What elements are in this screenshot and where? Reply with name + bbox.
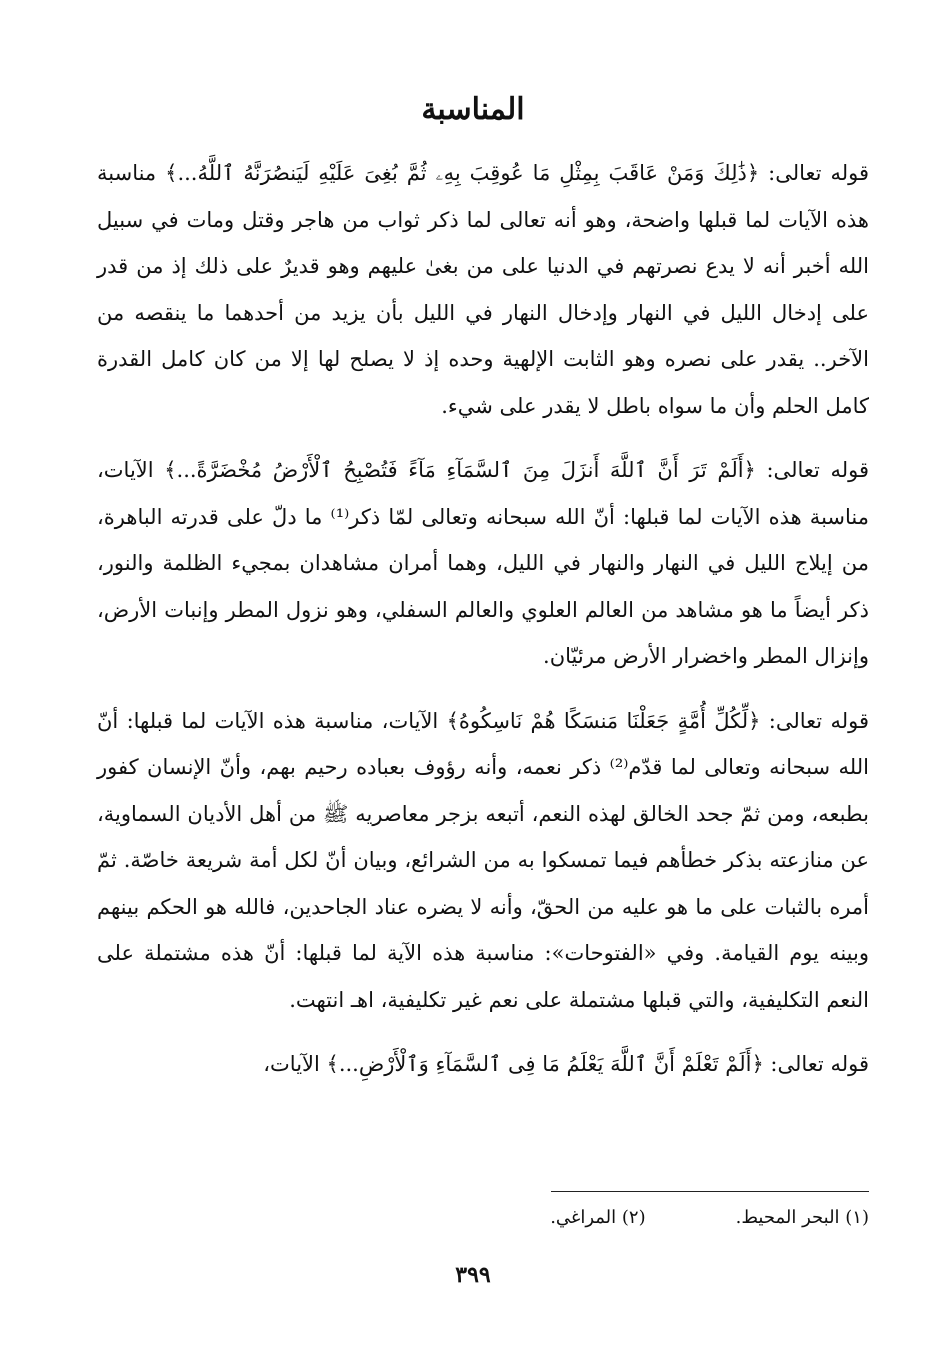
body-text: [97, 150, 869, 1106]
footnote-2: (٢) المراغي.: [550, 1207, 646, 1228]
paragraph-3: قوله تعالى: ﴿لِّكُلِّ أُمَّةٍ جَعَلْنَا مَنسَكًا هُمْ نَاسِكُوهُ﴾ الآيات، مناسبة هذه الآيات لما قبلها: أنّ الله سبحانه وتعالى لما قدّم⁽²⁾ ذكر نعمه، وأنه رؤوف بعباده رحيم بهم، وأنّ الإنسان كفور بطبعه، ومن ثمّ جحد الخالق لهذه النعم، أتبعه بزجر معاصريه ﷺ من أهل الأديان السماوية، عن منازعته بذكر خطأهم فيما تمسكوا به من الشرائع، وبيان أنّ لكل أمة شريعة خاصّة. ثمّ أمره بالثبات على ما هو عليه من الحقّ، وأنه لا يضره عناد الجاحدين، فالله هو الحكم بينهم وبينه يوم القيامة. وفي «الفتوحات»: مناسبة هذه الآية لما قبلها: أنّ هذه مشتملة على النعم التكليفية، والتي قبلها مشتملة على نعم غير تكليفية، اهـ انتهت.: [97, 708, 869, 1012]
footnote-1: (١) البحر المحيط.: [735, 1207, 869, 1228]
paragraph-2: قوله تعالى: ﴿أَلَمْ تَرَ أَنَّ ٱللَّهَ أَنزَلَ مِنَ ٱلسَّمَآءِ مَآءً فَتُصْبِحُ ٱلْأَرْضُ مُخْضَرَّةً...﴾ الآيات، مناسبة هذه الآيات لما قبلها: أنّ الله سبحانه وتعالى لمّا ذكر⁽¹⁾ ما دلّ على قدرته الباهرة، من إيلاج الليل في النهار والنهار في الليل، وهما أمران مشاهدان بمجيء الظلمة والنور، ذكر أيضاً ما هو مشاهد من العالم العلوي والعالم السفلي، وهو نزول المطر وإنبات الأرض، وإنزال المطر واخضرار الأرض مرئيّان.: [97, 458, 869, 668]
footnote-divider: [551, 1191, 869, 1192]
paragraph-4: قوله تعالى: ﴿أَلَمْ تَعْلَمْ أَنَّ ٱللَّهَ يَعْلَمُ مَا فِى ٱلسَّمَآءِ وَٱلْأَرْضِ...﴾ الآيات،: [263, 1052, 869, 1076]
paragraph-1: قوله تعالى: ﴿ذَٰلِكَ وَمَنْ عَاقَبَ بِمِثْلِ مَا عُوقِبَ بِهِۦ ثُمَّ بُغِىَ عَلَيْهِ لَيَنصُرَنَّهُ ٱللَّهُ...﴾ مناسبة هذه الآيات لما قبلها واضحة، وهو أنه تعالى لما ذكر ثواب من هاجر وقتل ومات في سبيل الله أخبر أنه لا يدع نصرتهم في الدنيا على من بغىٰ عليهم وهو قديرٌ على ذلك إذ من قدر على إدخال الليل في النهار وإدخال النهار في الليل بأن يزيد من أحدهما ما ينقصه من الآخر.. يقدر على نصره وهو الثابت الإلهية وحده إذ لا يصلح لها إلا من كان كامل القدرة كامل الحلم وأن ما سواه باطل لا يقدر على شيء.: [97, 161, 869, 418]
page-title: المناسبة: [421, 92, 525, 127]
footnotes: [97, 1207, 869, 1228]
page-number: ٣٩٩: [455, 1262, 491, 1288]
